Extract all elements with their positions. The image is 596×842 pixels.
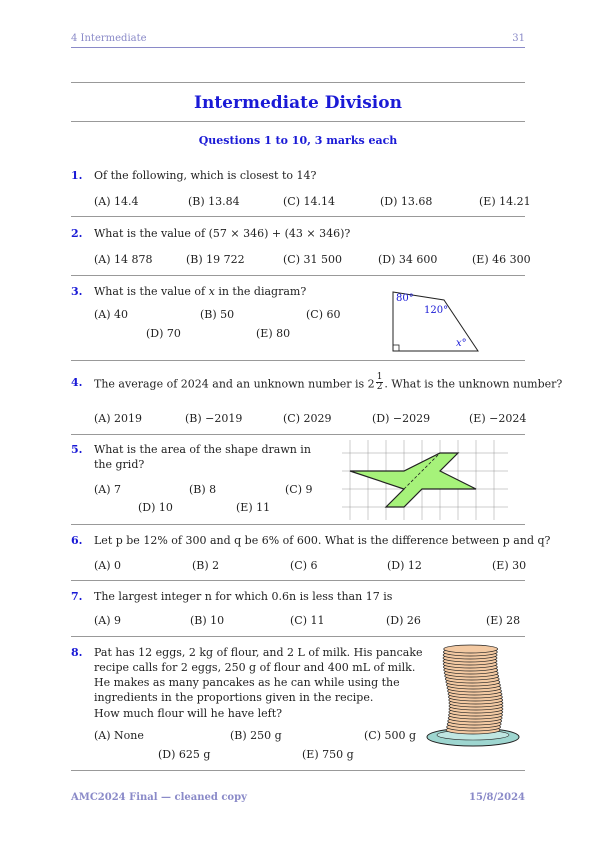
running-header-section: 4 Intermediate	[71, 33, 147, 44]
q7-option-c[interactable]: (C) 11	[290, 614, 325, 627]
header-rule	[71, 47, 525, 48]
question-text-8-line5: How much flour will he have left?	[94, 707, 283, 720]
footer-date: 15/8/2024	[468, 792, 525, 803]
fraction-one-half: $\frac{1}{2}$	[376, 372, 383, 392]
question-divider	[71, 580, 525, 581]
q6-option-a[interactable]: (A) 0	[94, 559, 122, 572]
q6-option-e[interactable]: (E) 30	[492, 559, 527, 572]
q5-option-d[interactable]: (D) 10	[138, 501, 173, 514]
question-text-7: The largest integer n for which 0.6n is less than 17 is	[94, 590, 393, 603]
question-text-1: Of the following, which is closest to 14?	[94, 169, 317, 182]
grid-shape-diagram	[342, 440, 508, 520]
q8-option-a[interactable]: (A) None	[94, 729, 144, 742]
question-number-8: 8.	[71, 646, 83, 659]
q1-option-d[interactable]: (D) 13.68	[380, 195, 433, 208]
q7-option-d[interactable]: (D) 26	[386, 614, 421, 627]
section-subtitle: Questions 1 to 10, 3 marks each	[198, 134, 398, 147]
question-divider	[71, 524, 525, 525]
q8-option-c[interactable]: (C) 500 g	[364, 729, 417, 742]
pancake-stack-illustration	[424, 642, 522, 750]
q6-option-c[interactable]: (C) 6	[290, 559, 318, 572]
q5-option-a[interactable]: (A) 7	[94, 483, 122, 496]
question-divider	[71, 636, 525, 637]
q4-option-c[interactable]: (C) 2029	[283, 412, 332, 425]
q4-option-a[interactable]: (A) 2019	[94, 412, 143, 425]
question-number-7: 7.	[71, 590, 83, 603]
question-divider	[71, 275, 525, 276]
title-top-rule	[71, 82, 525, 83]
question-text-4: The average of 2024 and an unknown number is 2 $\frac{1}{2}$ . What is the unknown number?	[94, 372, 563, 392]
question-text-2: What is the value of (57 × 346) + (43 × 346)?	[94, 227, 351, 240]
title-bottom-rule	[71, 121, 525, 122]
question-text-3: What is the value of x in the diagram?	[94, 285, 307, 298]
angle-label-80: 80°	[396, 293, 414, 304]
q3-option-e[interactable]: (E) 80	[256, 327, 291, 340]
question-text-6: Let p be 12% of 300 and q be 6% of 600. What is the difference between p and q?	[94, 534, 551, 547]
q2-option-d[interactable]: (D) 34 600	[378, 253, 438, 266]
q1-option-e[interactable]: (E) 14.21	[479, 195, 531, 208]
question-text-8-line2: recipe calls for 2 eggs, 250 g of flour and 400 mL of milk.	[94, 661, 416, 674]
q1-option-a[interactable]: (A) 14.4	[94, 195, 139, 208]
question-number-2: 2.	[71, 227, 83, 240]
q5-option-e[interactable]: (E) 11	[236, 501, 271, 514]
question-number-3: 3.	[71, 285, 83, 298]
angle-label-120: 120°	[424, 305, 449, 316]
q4-option-d[interactable]: (D) −2029	[372, 412, 431, 425]
q3-option-d[interactable]: (D) 70	[146, 327, 181, 340]
question-text-5-line1: What is the area of the shape drawn in	[94, 443, 311, 456]
question-divider	[71, 216, 525, 217]
question-text-5-line2: the grid?	[94, 458, 145, 471]
q8-option-e[interactable]: (E) 750 g	[302, 748, 354, 761]
q4-option-e[interactable]: (E) −2024	[469, 412, 527, 425]
q7-option-a[interactable]: (A) 9	[94, 614, 122, 627]
question-text-8-line4: ingredients in the proportions given in the recipe.	[94, 691, 374, 704]
q5-option-b[interactable]: (B) 8	[189, 483, 217, 496]
q1-option-b[interactable]: (B) 13.84	[188, 195, 240, 208]
q2-option-c[interactable]: (C) 31 500	[283, 253, 342, 266]
variable-x: x	[208, 285, 215, 298]
q3-option-b[interactable]: (B) 50	[200, 308, 235, 321]
footer-left: AMC2024 Final — cleaned copy	[71, 792, 247, 803]
q2-option-b[interactable]: (B) 19 722	[186, 253, 245, 266]
question-number-5: 5.	[71, 443, 83, 456]
q2-option-a[interactable]: (A) 14 878	[94, 253, 153, 266]
q5-option-c[interactable]: (C) 9	[285, 483, 313, 496]
q8-option-b[interactable]: (B) 250 g	[230, 729, 282, 742]
question-divider	[71, 434, 525, 435]
pancake	[444, 645, 498, 653]
q4-option-b[interactable]: (B) −2019	[185, 412, 243, 425]
angle-label-x: x°	[456, 338, 467, 349]
q7-option-e[interactable]: (E) 28	[486, 614, 521, 627]
q8-option-d[interactable]: (D) 625 g	[158, 748, 211, 761]
question-divider	[71, 770, 525, 771]
question-number-6: 6.	[71, 534, 83, 547]
question-number-4: 4.	[71, 376, 83, 389]
question-text-8-line1: Pat has 12 eggs, 2 kg of flour, and 2 L of milk. His pancake	[94, 646, 423, 659]
question-divider	[71, 360, 525, 361]
q6-option-d[interactable]: (D) 12	[387, 559, 422, 572]
page-title: Intermediate Division	[194, 93, 402, 113]
q3-option-a[interactable]: (A) 40	[94, 308, 129, 321]
q1-option-c[interactable]: (C) 14.14	[283, 195, 335, 208]
q2-option-e[interactable]: (E) 46 300	[472, 253, 531, 266]
q6-option-b[interactable]: (B) 2	[192, 559, 220, 572]
q3-option-c[interactable]: (C) 60	[306, 308, 341, 321]
question-number-1: 1.	[71, 169, 83, 182]
q7-option-b[interactable]: (B) 10	[190, 614, 225, 627]
page-number: 31	[512, 33, 525, 44]
question-text-8-line3: He makes as many pancakes as he can while using the	[94, 676, 400, 689]
